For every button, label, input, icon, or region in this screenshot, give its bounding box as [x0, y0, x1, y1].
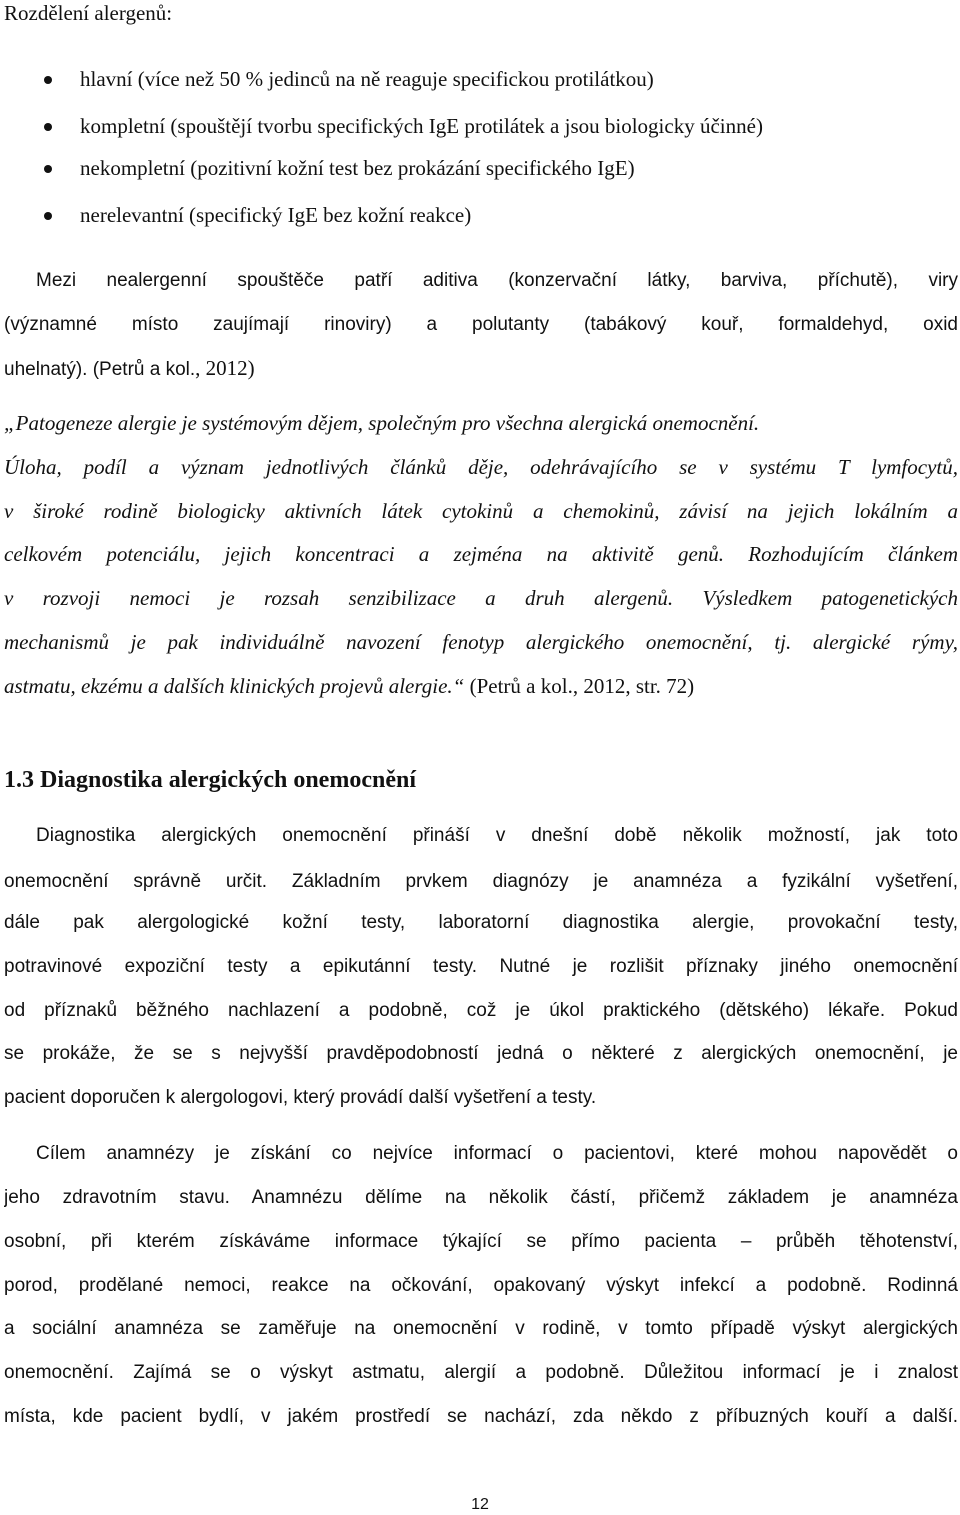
paragraph-line: onemocnění správně určit. Základním prvkem diagnózy je anamnéza a fyzikální vyšetření, — [4, 871, 958, 892]
list-item — [0, 113, 960, 143]
paragraph-line: uhelnatý). (Petrů a kol., 2012) — [4, 356, 255, 380]
paragraph-line: a sociální anamnéza se zaměřuje na onemocnění v rodině, v tomto případě výskyt alergických — [4, 1318, 958, 1339]
quote-citation: (Petrů a kol., 2012, str. 72) — [464, 674, 695, 698]
quote-line: v široké rodině biologicky aktivních látek cytokinů a chemokinů, závisí na jejich lokálním a — [4, 499, 958, 523]
list-item-text: kompletní (spouštějí tvorbu specifických IgE protilátek a jsou biologicky účinné) — [80, 114, 763, 138]
list-item-text: hlavní (více než 50 % jedinců na ně reaguje specifickou protilátkou) — [80, 67, 654, 91]
quote-line: celkovém potenciálu, jejich koncentraci a zejména na aktivitě genů. Rozhodujícím článkem — [4, 542, 958, 566]
paragraph-line: od příznaků běžného nachlazení a podobně, což je úkol praktického (dětského) lékaře. Pokud — [4, 1000, 958, 1021]
paragraph-line: (významné místo zaujímají rinoviry) a polutanty (tabákový kouř, formaldehyd, oxid — [4, 314, 958, 335]
quote-line: v rozvoji nemoci je rozsah senzibilizace a druh alergenů. Výsledkem patogenetických — [4, 586, 958, 610]
quote-text: astmatu, ekzému a dalších klinických projevů alergie.“ — [4, 674, 465, 698]
intro-title: Rozdělení alergenů: — [4, 1, 173, 25]
paragraph-line: Cílem anamnézy je získání co nejvíce informací o pacientovi, které mohou napovědět o — [36, 1143, 958, 1164]
paragraph-line: Diagnostika alergických onemocnění přináší v dnešní době několik možností, jak toto — [36, 825, 958, 846]
paragraph-line: Mezi nealergenní spouštěče patří aditiva (konzervační látky, barviva, příchutě), viry — [36, 270, 958, 291]
bullet-icon — [44, 165, 52, 173]
bullet-icon — [44, 76, 52, 84]
paragraph-line: dále pak alergologické kožní testy, laboratorní diagnostika alergie, provokační testy, — [4, 912, 958, 933]
paragraph-line: se prokáže, že se s nejvyšší pravděpodobností jedná o některé z alergických onemocnění, je — [4, 1043, 958, 1064]
quote-line: mechanismů je pak individuálně navození fenotyp alergického onemocnění, tj. alergické rýmy, — [4, 630, 958, 654]
section-heading: 1.3 Diagnostika alergických onemocnění — [4, 767, 416, 793]
paragraph-line: místa, kde pacient bydlí, v jakém prostředí se nachází, zda někdo z příbuzných kouří a další. — [4, 1406, 958, 1427]
paragraph-line: osobní, při kterém získáváme informace týkající se přímo pacienta – průběh těhotenství, — [4, 1231, 958, 1252]
paragraph-line: jeho zdravotním stavu. Anamnézu dělíme na několik částí, přičemž základem je anamnéza — [4, 1187, 958, 1208]
paragraph-line: onemocnění. Zajímá se o výskyt astmatu, alergií a podobně. Důležitou informací je i znalost — [4, 1362, 958, 1383]
list-item-text: nerelevantní (specifický IgE bez kožní reakce) — [80, 203, 472, 227]
list-item — [0, 202, 960, 232]
quote-line: Úloha, podíl a význam jednotlivých článků děje, odehrávajícího se v systému T lymfocytů, — [4, 455, 958, 479]
paragraph-line: potravinové expoziční testy a epikutánní testy. Nutné je rozlišit příznaky jiného onemocnění — [4, 956, 958, 977]
bullet-icon — [44, 123, 52, 131]
list-item — [0, 66, 960, 96]
page-number: 12 — [471, 1496, 489, 1513]
list-item — [0, 155, 960, 185]
paragraph-line: porod, prodělané nemoci, reakce na očkování, opakovaný výskyt infekcí a podobně. Rodinná — [4, 1275, 958, 1296]
paragraph-line: pacient doporučen k alergologovi, který provádí další vyšetření a testy. — [4, 1087, 597, 1108]
quote-line: „Patogeneze alergie je systémovým dějem, společným pro všechna alergická onemocnění. — [4, 411, 760, 435]
quote-line — [4, 673, 958, 699]
list-item-text: nekompletní (pozitivní kožní test bez prokázání specifického IgE) — [80, 156, 635, 180]
bullet-icon — [44, 212, 52, 220]
